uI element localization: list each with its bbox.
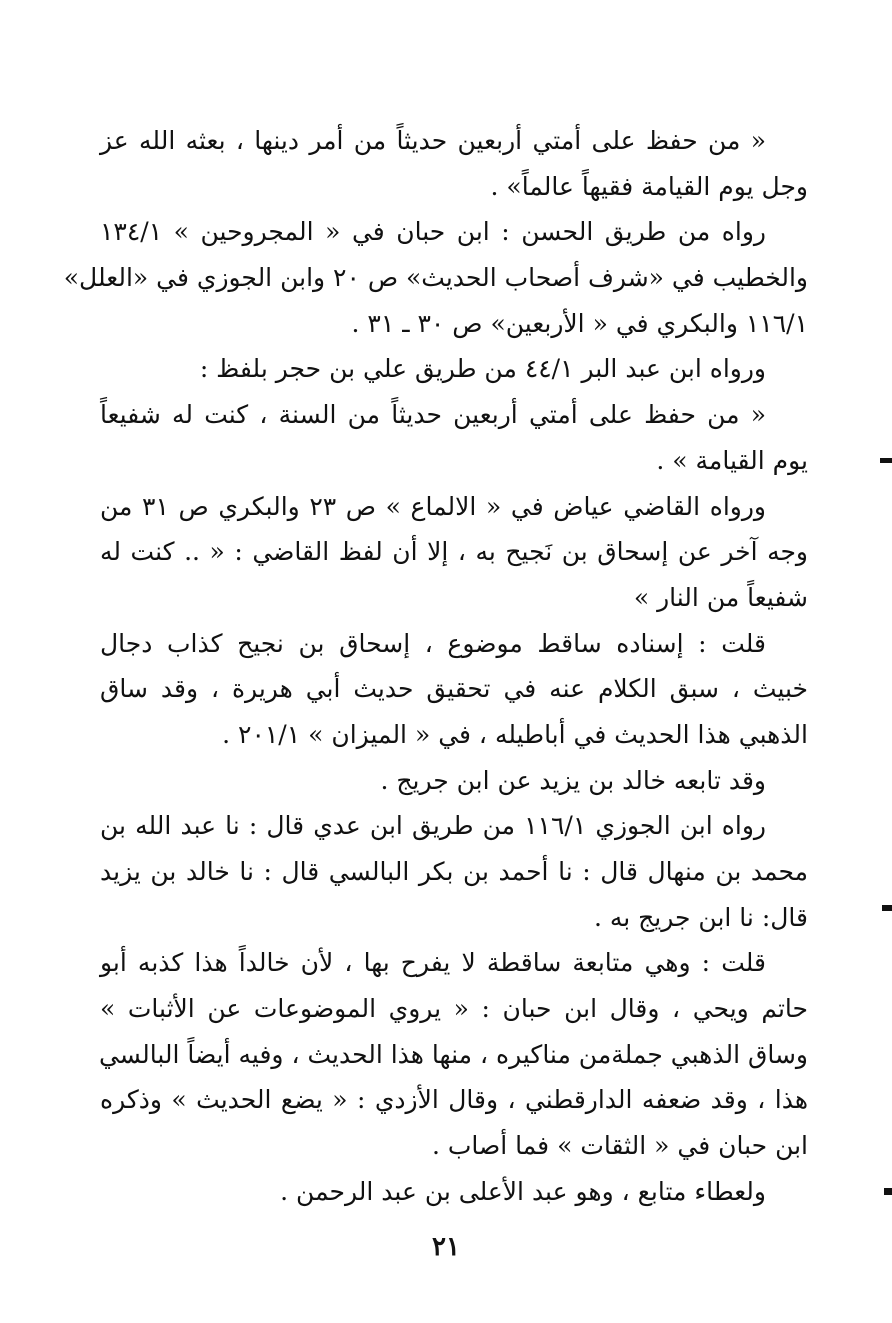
- text-line: ابن حبان في « الثقات » فما أصاب .: [431, 1131, 808, 1161]
- edge-mark: [882, 905, 892, 911]
- text-line: رواه ابن الجوزي ١١٦/١ من طريق ابن عدي قال : نا عبد الله بن: [100, 811, 766, 841]
- body-text: [63, 118, 808, 1215]
- text-line: شفيعاً من النار »: [633, 582, 808, 612]
- text-line: « من حفظ على أمتي أربعين حديثاً من أمر دينها ، بعثه الله عز: [100, 126, 766, 155]
- page-number: ٢١: [432, 1232, 460, 1262]
- text-line: ورواه ابن عبد البر ٤٤/١ من طريق علي بن حجر بلفظ :: [199, 354, 766, 384]
- text-line: قلت : إسناده ساقط موضوع ، إسحاق بن نجيح كذاب دجال: [100, 628, 766, 658]
- edge-mark: [880, 458, 892, 463]
- text-line: وجل يوم القيامة فقيهاً عالماً» .: [490, 171, 808, 201]
- text-line: ١١٦/١ والبكري في « الأربعين» ص ٣٠ ـ ٣١ .: [351, 308, 808, 338]
- text-line: قلت : وهي متابعة ساقطة لا يفرح بها ، لأن خالداً هذا كذبه أبو: [100, 948, 766, 978]
- text-line: ولعطاء متابع ، وهو عبد الأعلى بن عبد الرحمن .: [280, 1176, 766, 1206]
- text-line: خبيث ، سبق الكلام عنه في تحقيق حديث أبي هريرة ، وقد ساق: [100, 674, 808, 704]
- text-line: « من حفظ على أمتي أربعين حديثاً من السنة ، كنت له شفيعاً: [100, 400, 766, 430]
- text-line: رواه من طريق الحسن : ابن حبان في « المجروحين » ١٣٤/١: [100, 217, 766, 247]
- text-line: قال: نا ابن جريج به .: [593, 902, 808, 932]
- text-line: محمد بن منهال قال : نا أحمد بن بكر البالسي قال : نا خالد بن يزيد: [100, 857, 808, 886]
- text-line: وقد تابعه خالد بن يزيد عن ابن جريج .: [380, 765, 766, 795]
- text-line: حاتم ويحي ، وقال ابن حبان : « يروي الموضوعات عن الأثبات »: [100, 994, 808, 1024]
- text-line: هذا ، وقد ضعفه الدارقطني ، وقال الأزدي : « يضع الحديث » وذكره: [100, 1085, 808, 1115]
- edge-mark: [884, 1188, 892, 1195]
- text-line: يوم القيامة » .: [656, 445, 808, 475]
- text-line: وجه آخر عن إسحاق بن نَجيح به ، إلا أن لفظ القاضي : « .. كنت له: [100, 537, 808, 567]
- text-line: ورواه القاضي عياض في « الالماع » ص ٢٣ والبكري ص ٣١ من: [100, 491, 766, 521]
- text-line: الذهبي هذا الحديث في أباطيله ، في « الميزان » ٢٠١/١ .: [222, 719, 808, 749]
- text-line: والخطيب في «شرف أصحاب الحديث» ص ٢٠ وابن الجوزي في «العلل»: [63, 263, 808, 293]
- text-line: وساق الذهبي جملةمن مناكيره ، منها هذا الحديث ، وفيه أيضاً البالسي: [98, 1039, 808, 1069]
